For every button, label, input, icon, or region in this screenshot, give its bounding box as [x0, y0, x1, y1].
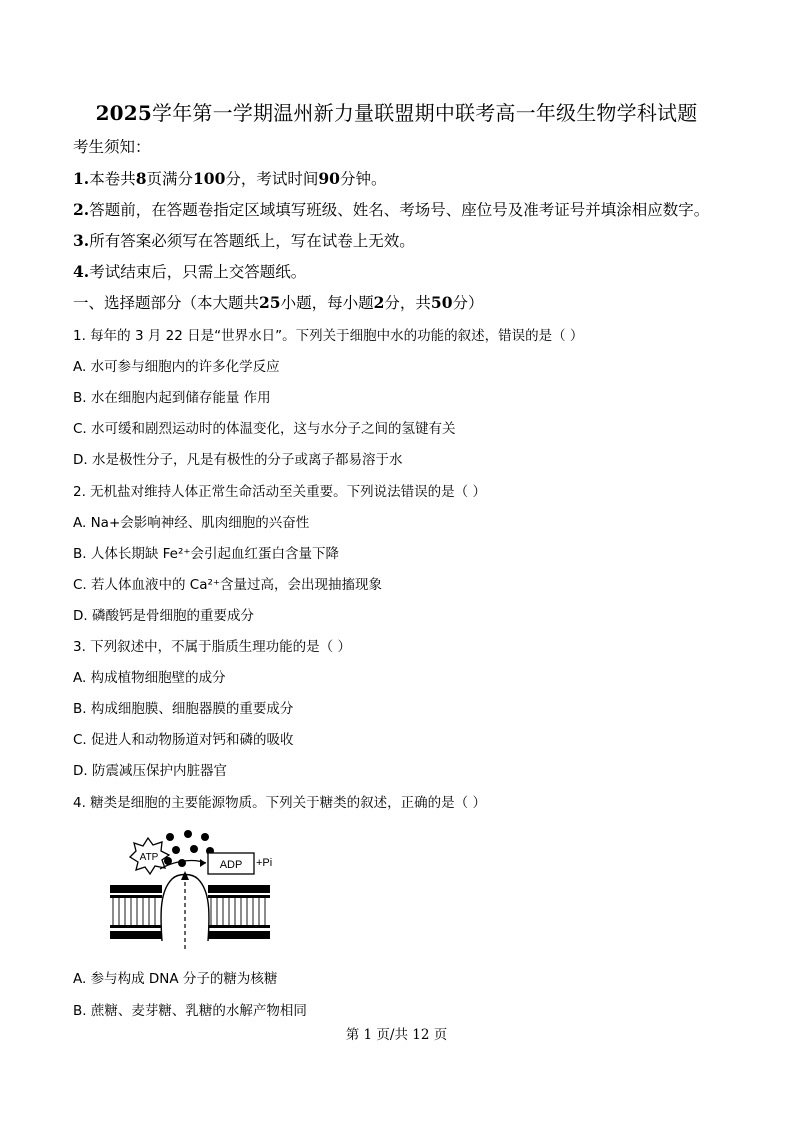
notice-text: 页满分 — [146, 170, 194, 188]
notice-bold-number: 90 — [318, 169, 340, 188]
title-text: 学年第一学期温州新力量联盟期中联考高一年级生物学科试题 — [152, 101, 698, 125]
notice-text: 分，考试时间 — [225, 170, 319, 188]
question-4-option-b: B. 蔗糖、麦芽糖、乳糖的水解产物相同 — [73, 1003, 307, 1019]
question-1-option-b: B. 水在细胞内起到储存能量 作用 — [73, 390, 271, 406]
section-text: 一、选择题部分（本大题共 — [73, 294, 260, 312]
question-stem-3: 3. 下列叙述中，不属于脂质生理功能的是（ ） — [73, 639, 351, 655]
notice-text: 本卷共 — [89, 170, 136, 188]
notice-item-1 — [73, 167, 386, 189]
section-text: 分，共 — [384, 294, 431, 312]
adp-label: ADP — [219, 859, 243, 871]
section-bold-number: 2 — [373, 293, 385, 312]
notice-item-3 — [73, 229, 415, 251]
notice-bold-number: 100 — [193, 169, 226, 188]
notice-item-number: 2. — [73, 200, 90, 219]
section-bold-number: 50 — [430, 293, 453, 312]
question-2-option-b: B. 人体长期缺 Fe²⁺会引起血红蛋白含量下降 — [73, 546, 340, 562]
notice-text: 分钟。 — [339, 170, 387, 188]
question-1-option-a: A. 水可参与细胞内的许多化学反应 — [73, 359, 280, 375]
question-4-option-a: A. 参与构成 DNA 分子的糖为核糖 — [73, 971, 278, 987]
notice-item-number: 4. — [73, 262, 90, 281]
question-stem-4: 4. 糖类是细胞的主要能源物质。下列关于糖类的叙述，正确的是（ ） — [73, 795, 486, 811]
section-heading — [73, 291, 484, 313]
notice-item-4 — [73, 260, 306, 282]
atp-label: ATP — [139, 852, 159, 863]
notice-bold-number: 8 — [135, 169, 147, 188]
notice-item-number: 1. — [73, 169, 90, 188]
question-3-option-c: C. 促进人和动物肠道对钙和磷的吸收 — [73, 732, 294, 748]
question-stem-2: 2. 无机盐对维持人体正常生命活动至关重要。下列说法错误的是（ ） — [73, 484, 486, 500]
notice-item-2 — [73, 198, 709, 220]
notice-item-number: 3. — [73, 231, 90, 250]
notice-text: 所有答案必须写在答题纸上，写在试卷上无效。 — [89, 232, 415, 250]
section-text: 分） — [452, 294, 484, 312]
notice-heading: 考生须知： — [73, 138, 151, 156]
section-bold-number: 25 — [259, 293, 281, 312]
question-3-option-a: A. 构成植物细胞壁的成分 — [73, 670, 226, 686]
pi-label: +Pi — [256, 857, 273, 869]
question-stem-1: 1. 每年的 3 月 22 日是“世界水日”。下列关于细胞中水的功能的叙述，错误的是（ ） — [73, 328, 584, 344]
page-title — [0, 97, 793, 126]
page-footer: 第 1 页/共 12 页 — [345, 1027, 448, 1043]
title-year: 2025 — [95, 101, 153, 125]
question-2-option-a: A. Na+会影响神经、肌肉细胞的兴奋性 — [73, 515, 310, 531]
membrane-transport-figure — [110, 823, 290, 953]
question-1-option-c: C. 水可缓和剧烈运动时的体温变化，这与水分子之间的氢键有关 — [73, 421, 456, 437]
question-3-option-b: B. 构成细胞膜、细胞器膜的重要成分 — [73, 701, 294, 717]
notice-text: 答题前，在答题卷指定区域填写班级、姓名、考场号、座位号及准考证号并填涂相应数字。 — [89, 201, 710, 219]
question-2-option-c: C. 若人体血液中的 Ca²⁺含量过高，会出现抽搐现象 — [73, 577, 383, 593]
notice-text: 考试结束后，只需上交答题纸。 — [89, 263, 307, 281]
question-3-option-d: D. 防震减压保护内脏器官 — [73, 763, 227, 779]
question-2-option-d: D. 磷酸钙是骨细胞的重要成分 — [73, 608, 254, 624]
question-1-option-d: D. 水是极性分子，凡是有极性的分子或离子都易溶于水 — [73, 452, 403, 468]
solute-molecules — [164, 830, 214, 867]
section-text: 小题，每小题 — [280, 294, 374, 312]
arrow-head — [200, 859, 206, 867]
